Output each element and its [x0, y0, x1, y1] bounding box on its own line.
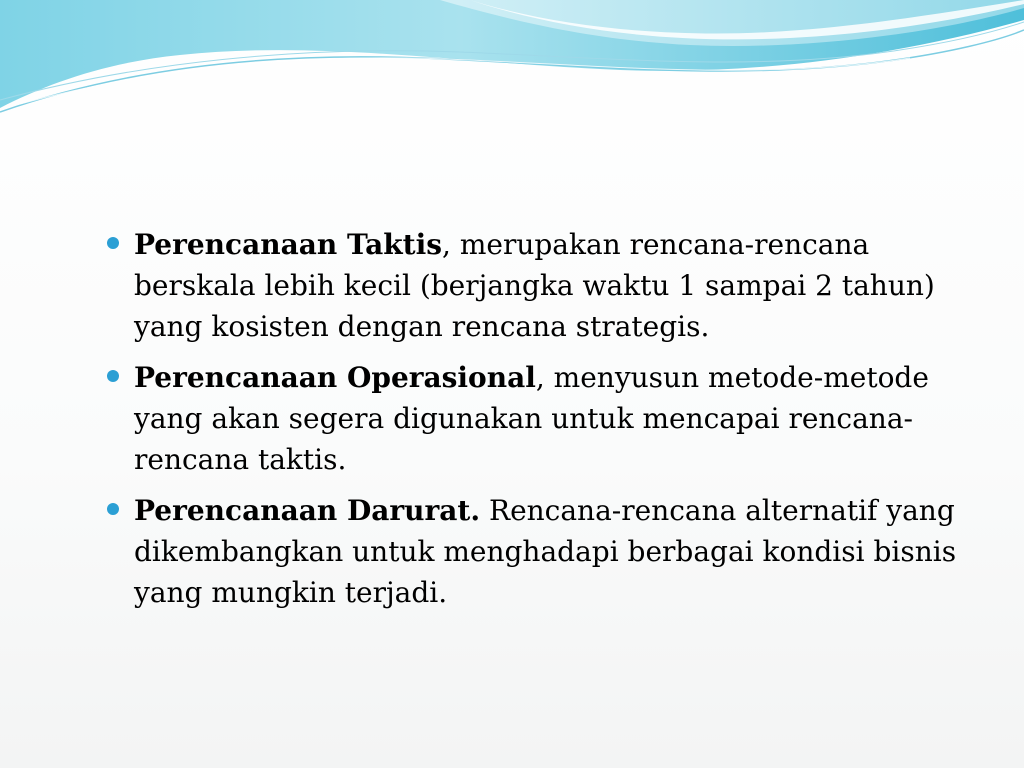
- bullet-item-taktis: [104, 224, 964, 347]
- bullet-list: [104, 224, 964, 613]
- wave-decoration: [0, 0, 1024, 130]
- bullet-term: Perencanaan Darurat.: [134, 494, 481, 527]
- bullet-dot-icon: [107, 237, 119, 249]
- bullet-dot-icon: [107, 503, 119, 515]
- bullet-term: Perencanaan Taktis: [134, 228, 443, 261]
- bullet-term: Perencanaan Operasional: [134, 361, 536, 394]
- bullet-text: , menyusun metode-metode yang akan segera digunakan untuk mencapai rencana-rencana taktis.: [134, 361, 929, 476]
- bullet-item-darurat: [104, 490, 964, 613]
- bullet-text: Rencana-rencana alternatif yang dikembangkan untuk menghadapi berbagai kondisi bisnis yang mungkin terjadi.: [134, 494, 957, 609]
- content-area: [104, 224, 964, 623]
- bullet-dot-icon: [107, 370, 119, 382]
- bullet-item-operasional: [104, 357, 964, 480]
- bullet-text: , merupakan rencana-rencana berskala lebih kecil (berjangka waktu 1 sampai 2 tahun) yang kosisten dengan rencana strategis.: [134, 228, 935, 343]
